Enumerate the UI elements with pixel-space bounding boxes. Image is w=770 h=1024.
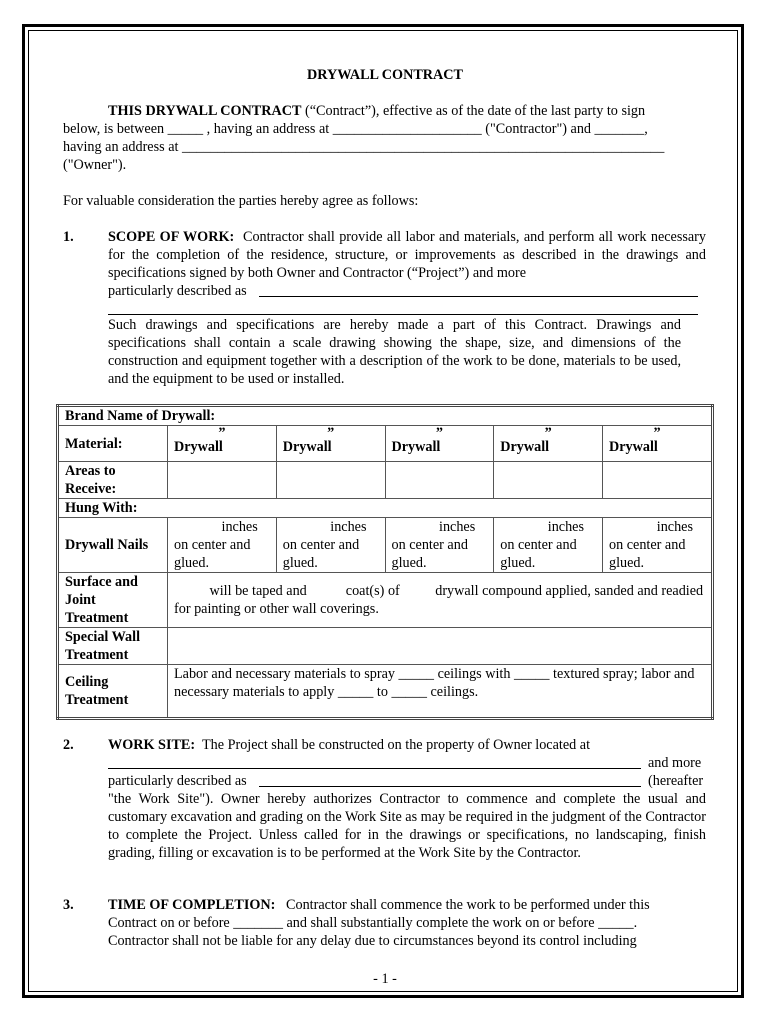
nails-cell: inches on center and glued. [603,518,713,573]
section-2-line-1: WORK SITE: The Project shall be constructed on the property of Owner located at [108,737,591,753]
areas-cell [494,462,603,499]
nails-cell: inches on center and glued. [385,518,494,573]
section-2-number: 2. [63,737,74,753]
section-1-number: 1. [63,229,74,245]
nails-cell: inches on center and glued. [168,518,277,573]
section-2-text: "the Work Site"). Owner hereby authorizes Contractor to commence and complete the usual and customary excavation and grading on the Work Site as may be required in the judgment of the Contractor to complete the Project. Unless called for in the drawings or specifications, no landscaping, finish grading, filling or excavation is to be performed at the Work Site by the Contractor. [108,791,706,861]
section-1-heading: SCOPE OF WORK: [108,229,235,245]
section-1-text-2: Such drawings and specifications are hereby made a part of this Contract. Drawings and specifications shall contain a scale drawing showing the shape, size, and dimensions of the construction and equipment together with a description of the work to be done, materials to be used, and the equipment to be used or installed. [108,317,681,387]
section-2-heading: WORK SITE: [108,737,196,753]
intro-lead: THIS DRYWALL CONTRACT [108,103,302,119]
section-2-described-label: particularly described as [108,773,247,789]
areas-cell [603,462,713,499]
brand-name-label: Brand Name of Drywall: [58,406,713,426]
ceiling-label: Ceiling Treatment [58,665,168,719]
section-3-line-2: Contract on or before _______ and shall substantially complete the work on or before _____. [108,915,638,931]
intro-line-4: ("Owner"). [63,157,127,173]
drywall-spec-table [56,404,714,720]
section-3-number: 3. [63,897,74,913]
section-1-blank-line-2 [108,314,698,315]
intro-line-1: THIS DRYWALL CONTRACT (“Contract”), effective as of the date of the last party to sign [63,102,693,120]
section-2-and-more: and more [648,755,702,771]
section-1-described-label: particularly described as [108,283,247,299]
drywall-nails-label: Drywall Nails [58,518,168,573]
material-cell: ” Drywall [494,426,603,462]
areas-cell [168,462,277,499]
areas-label: Areas to Receive: [58,462,168,499]
ceiling-text: Labor and necessary materials to spray _____ ceilings with _____ textured spray; labor and necessary materials to apply _____ to _____ ceilings. [168,665,713,719]
special-wall-cell [168,628,713,665]
material-cell: ” Drywall [168,426,277,462]
section-1-text: SCOPE OF WORK: Contractor shall provide all labor and materials, and perform all work necessary for the completion of the residence, structure, or improvements as described in the drawings and specifications signed by both Owner and Contractor (“Project”) and more [108,229,706,281]
nails-cell: inches on center and glued. [494,518,603,573]
material-label: Material: [58,426,168,462]
section-3-line-1: TIME OF COMPLETION: Contractor shall commence the work to be performed under this [108,897,650,913]
page-number: - 1 - [373,971,397,987]
intro-line-3: having an address at ____________________________________________________________________ [63,139,665,155]
section-2-blank-line-2 [259,786,641,787]
hung-with-label: Hung With: [58,499,713,518]
section-1-blank-line-1 [259,296,698,297]
material-cell: ” Drywall [385,426,494,462]
surface-joint-label: Surface and Joint Treatment [58,573,168,628]
document-title: DRYWALL CONTRACT [307,67,463,83]
material-cell: ” Drywall [603,426,713,462]
intro-line-2: below, is between _____ , having an address at _____________________ ("Contractor") and _______, [63,121,648,137]
nails-cell: inches on center and glued. [276,518,385,573]
section-3-heading: TIME OF COMPLETION: [108,897,276,913]
material-cell: ” Drywall [276,426,385,462]
section-2-hereafter: (hereafter [648,773,704,789]
areas-cell [385,462,494,499]
surface-joint-text: will be taped and coat(s) of drywall compound applied, sanded and readied for painting or other wall coverings. [168,573,713,628]
special-wall-label: Special Wall Treatment [58,628,168,665]
consideration-text: For valuable consideration the parties hereby agree as follows: [63,193,419,209]
areas-cell [276,462,385,499]
section-3-line-3: Contractor shall not be liable for any delay due to circumstances beyond its control including [108,933,637,949]
section-2-blank-line-1 [108,768,641,769]
